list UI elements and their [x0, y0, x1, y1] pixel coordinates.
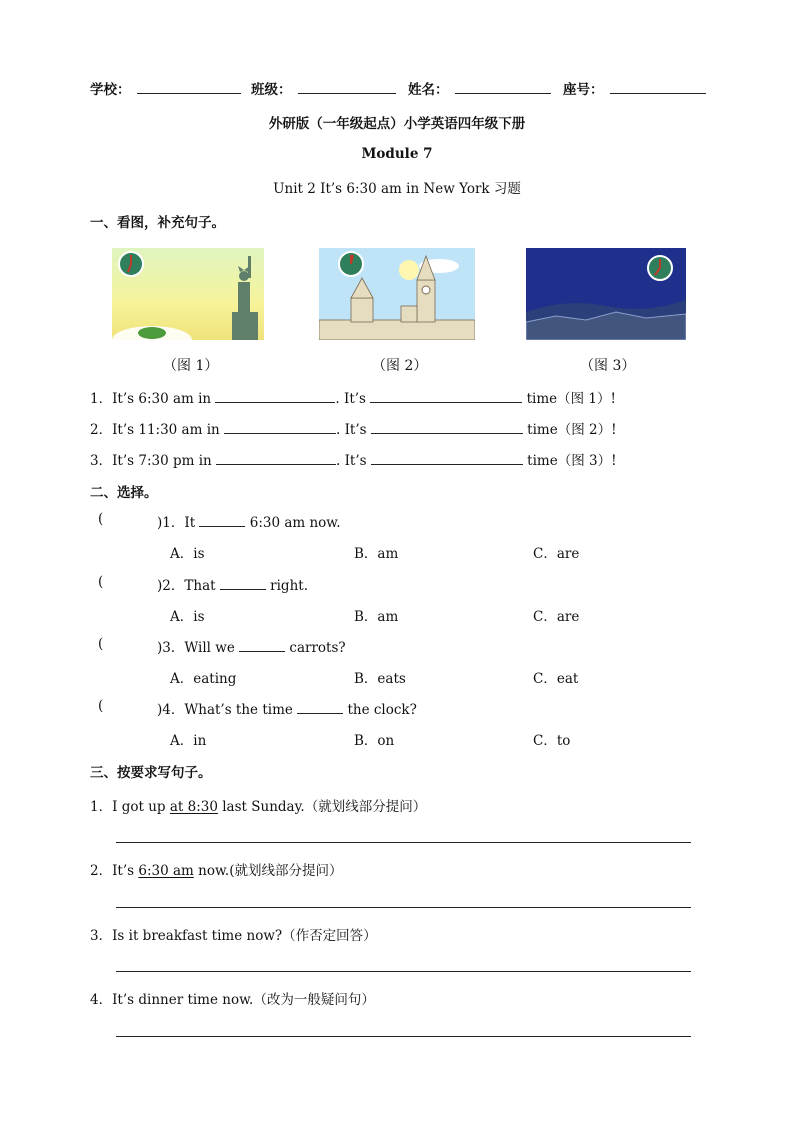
underlined-phrase: at 8:30 — [169, 799, 218, 815]
choice-question-3: )3．Will we carrots? — [157, 640, 346, 656]
option-c[interactable]: C．to — [533, 733, 571, 749]
rewrite-question-1: 1．I got up at 8:30 last Sunday.（就划线部分提问） — [90, 799, 427, 815]
answer-line[interactable] — [116, 1036, 691, 1037]
unit-title: Unit 2 It’s 6:30 am in New York 习题 — [273, 181, 521, 197]
fill-question-3: 3．It’s 7:30 pm in . It’s time（图 3）! — [90, 453, 617, 469]
answer-blank[interactable] — [215, 390, 335, 403]
answer-blank[interactable] — [297, 701, 343, 714]
picture3-caption: （图 3） — [580, 358, 636, 374]
option-c[interactable]: C．are — [533, 546, 580, 562]
answer-paren-open: ( — [98, 574, 104, 590]
choice-question-2: )2．That right. — [157, 578, 308, 594]
picture-big-ben — [319, 248, 475, 340]
answer-blank[interactable] — [371, 421, 523, 434]
name-field[interactable]: 姓名： — [408, 78, 551, 98]
option-b[interactable]: B．am — [354, 546, 399, 562]
answer-line[interactable] — [116, 842, 691, 843]
section3-heading: 三、按要求写句子。 — [90, 765, 212, 781]
fill-question-1: 1．It’s 6:30 am in . It’s time（图 1）! — [90, 391, 616, 407]
seat-field[interactable]: 座号： — [563, 78, 706, 98]
rewrite-question-3: 3．Is it breakfast time now?（作否定回答） — [90, 928, 377, 944]
rewrite-question-2: 2．It’s 6:30 am now.(就划线部分提问） — [90, 863, 343, 879]
picture1-caption: （图 1） — [163, 358, 219, 374]
section2-heading: 二、选择。 — [90, 485, 158, 501]
option-a[interactable]: A．in — [170, 733, 207, 749]
answer-paren-open: ( — [98, 698, 104, 714]
clock-icon — [339, 252, 363, 276]
fill-question-2: 2．It’s 11:30 am in . It’s time（图 2）! — [90, 422, 617, 438]
picture-statue-of-liberty — [112, 248, 264, 340]
choice-question-4: )4．What’s the time the clock? — [157, 702, 417, 718]
clock-icon — [648, 256, 672, 280]
option-b[interactable]: B．on — [354, 733, 395, 749]
option-c[interactable]: C．eat — [533, 671, 579, 687]
answer-paren-open: ( — [98, 511, 104, 527]
option-a[interactable]: A．eating — [170, 671, 237, 687]
answer-blank[interactable] — [239, 639, 285, 652]
answer-blank[interactable] — [370, 390, 522, 403]
option-b[interactable]: B．eats — [354, 671, 406, 687]
picture2-caption: （图 2） — [372, 358, 428, 374]
answer-blank[interactable] — [216, 452, 336, 465]
page-title: 外研版（一年级起点）小学英语四年级下册 — [268, 116, 526, 132]
answer-paren-open: ( — [98, 636, 104, 652]
school-field[interactable]: 学校： — [90, 78, 241, 98]
answer-blank[interactable] — [224, 421, 336, 434]
option-a[interactable]: A．is — [170, 609, 205, 625]
answer-line[interactable] — [116, 907, 691, 908]
option-a[interactable]: A．is — [170, 546, 205, 562]
answer-blank[interactable] — [220, 577, 266, 590]
clock-icon — [119, 252, 143, 276]
answer-blank[interactable] — [199, 514, 245, 527]
underlined-phrase: 6:30 am — [138, 863, 194, 879]
answer-line[interactable] — [116, 971, 691, 972]
answer-blank[interactable] — [371, 452, 523, 465]
picture-great-wall-night — [526, 248, 686, 340]
choice-question-1: )1．It 6:30 am now. — [157, 515, 341, 531]
module-title: Module 7 — [361, 146, 433, 162]
rewrite-question-4: 4．It’s dinner time now.（改为一般疑问句） — [90, 992, 375, 1008]
option-b[interactable]: B．am — [354, 609, 399, 625]
class-field[interactable]: 班级： — [251, 78, 396, 98]
option-c[interactable]: C．are — [533, 609, 580, 625]
section1-heading: 一、看图，补充句子。 — [90, 215, 225, 231]
